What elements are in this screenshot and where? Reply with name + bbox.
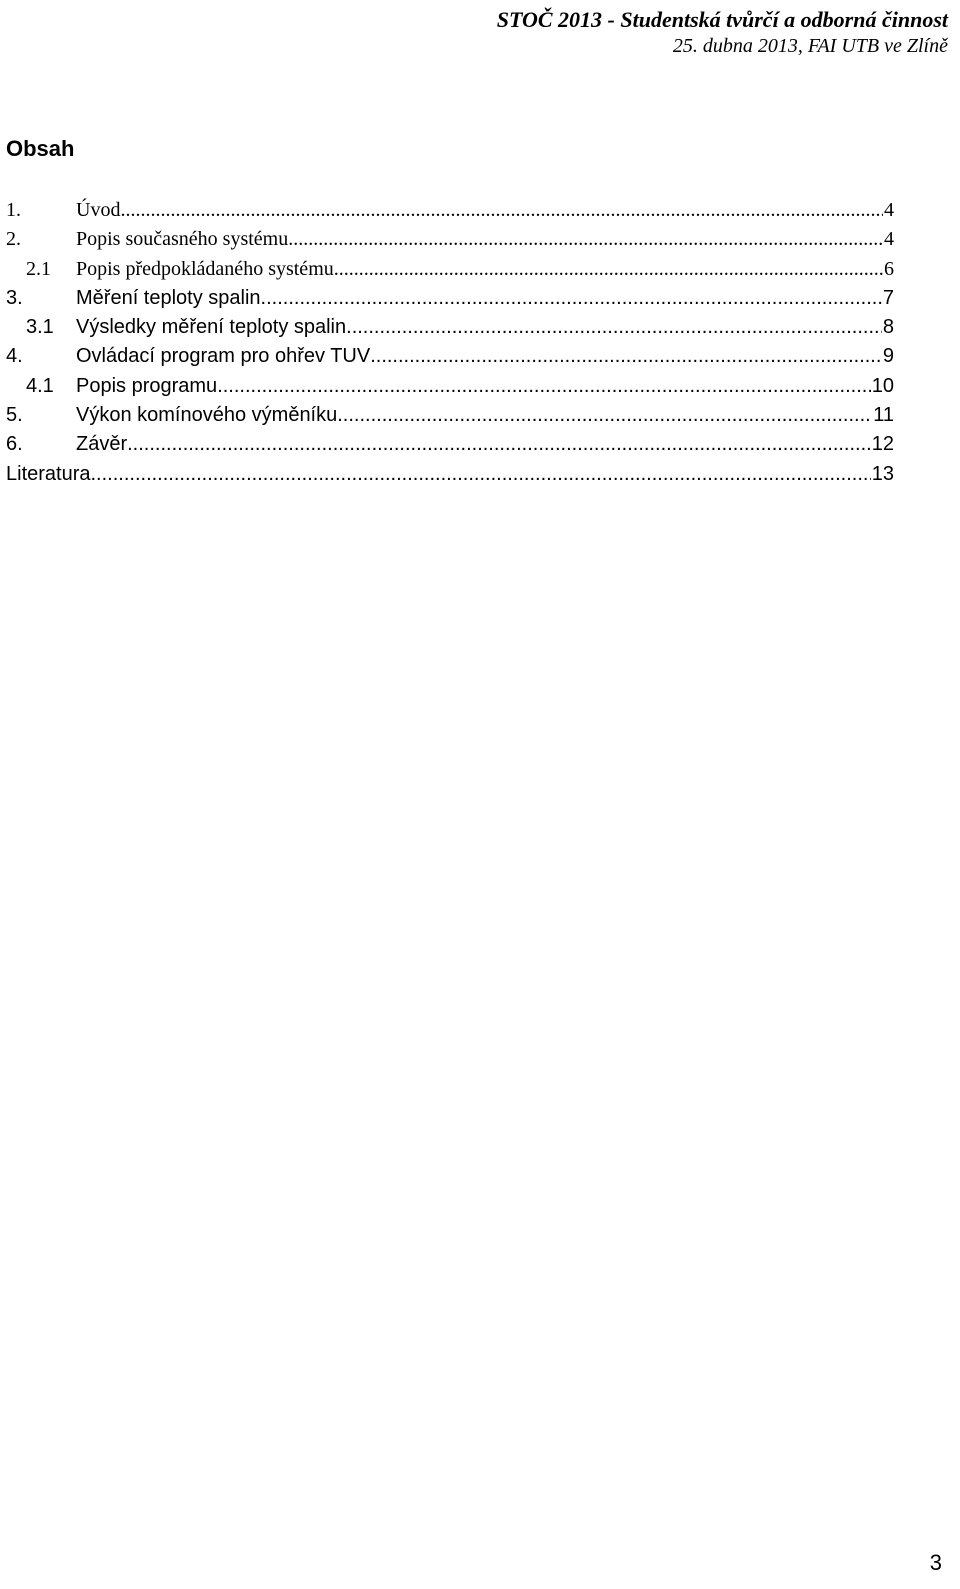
toc-entry[interactable]: [6, 342, 894, 371]
toc-entry-page: 10: [871, 374, 894, 397]
toc-title: Obsah: [6, 136, 75, 161]
toc-entry-title: Ovládací program pro ohřev TUV: [76, 345, 371, 368]
toc-entry-number: 3.: [6, 286, 23, 309]
toc-dot-leader: [127, 430, 871, 459]
toc-entry[interactable]: [6, 460, 894, 489]
toc-entry-title: Výsledky měření teploty spalin: [76, 316, 347, 339]
toc-entry-title: Literatura: [6, 462, 91, 485]
toc-dot-leader: [261, 284, 882, 313]
toc-entry-number: 5.: [6, 404, 23, 427]
toc-entry-number: 6.: [6, 433, 23, 456]
toc-entry-number: 2.1: [26, 257, 51, 280]
toc-entry-number: 4.: [6, 345, 23, 368]
toc-entry-number: 2.: [6, 228, 21, 251]
toc-entry-title: Úvod: [76, 199, 121, 221]
toc-entry-number: 1.: [6, 199, 21, 221]
page-number: 3: [929, 1550, 942, 1575]
toc-dot-leader: [120, 196, 883, 225]
toc-entry-page: 13: [871, 462, 894, 485]
toc-entry-title: Výkon komínového výměníku: [76, 404, 338, 427]
toc-entry[interactable]: [6, 196, 894, 225]
toc-entry-page: 7: [882, 286, 894, 309]
page-header: [497, 6, 948, 60]
toc-entry-page: 9: [882, 345, 894, 368]
toc-dot-leader: [337, 401, 872, 430]
toc-entry[interactable]: [6, 225, 894, 254]
toc-entry-number: 3.1: [26, 316, 54, 339]
header-subtitle: 25. dubna 2013, FAI UTB ve Zlíně: [672, 35, 948, 57]
toc-entry-number: 4.1: [26, 374, 54, 397]
toc-entry-title: Popis současného systému: [76, 228, 289, 251]
toc-entry-page: 11: [873, 404, 894, 427]
toc-dot-leader: [217, 372, 871, 401]
header-title: STOČ 2013 - Studentská tvůrčí a odborná činnost: [496, 7, 948, 32]
toc-entry-title: Popis předpokládaného systému: [76, 257, 334, 280]
table-of-contents: [6, 196, 894, 489]
toc-entry-title: Měření teploty spalin: [76, 286, 261, 309]
toc-entry-title: Popis programu: [76, 374, 218, 397]
toc-entry[interactable]: [6, 430, 894, 459]
toc-dot-leader: [334, 255, 883, 284]
toc-entry-title: Závěr: [76, 433, 128, 456]
toc-dot-leader: [346, 313, 882, 342]
toc-entry[interactable]: [6, 401, 894, 430]
toc-entry-page: 8: [882, 316, 894, 339]
toc-entry-page: 4: [884, 199, 894, 221]
toc-entry-page: 12: [871, 433, 894, 456]
toc-entry[interactable]: [6, 372, 894, 401]
toc-entry[interactable]: [6, 313, 894, 342]
toc-entry[interactable]: [6, 284, 894, 313]
toc-entry-page: 6: [884, 257, 894, 280]
toc-dot-leader: [91, 460, 871, 489]
toc-entry[interactable]: [6, 255, 894, 284]
toc-dot-leader: [288, 225, 883, 254]
toc-entry-page: 4: [884, 228, 894, 251]
toc-dot-leader: [370, 342, 882, 371]
